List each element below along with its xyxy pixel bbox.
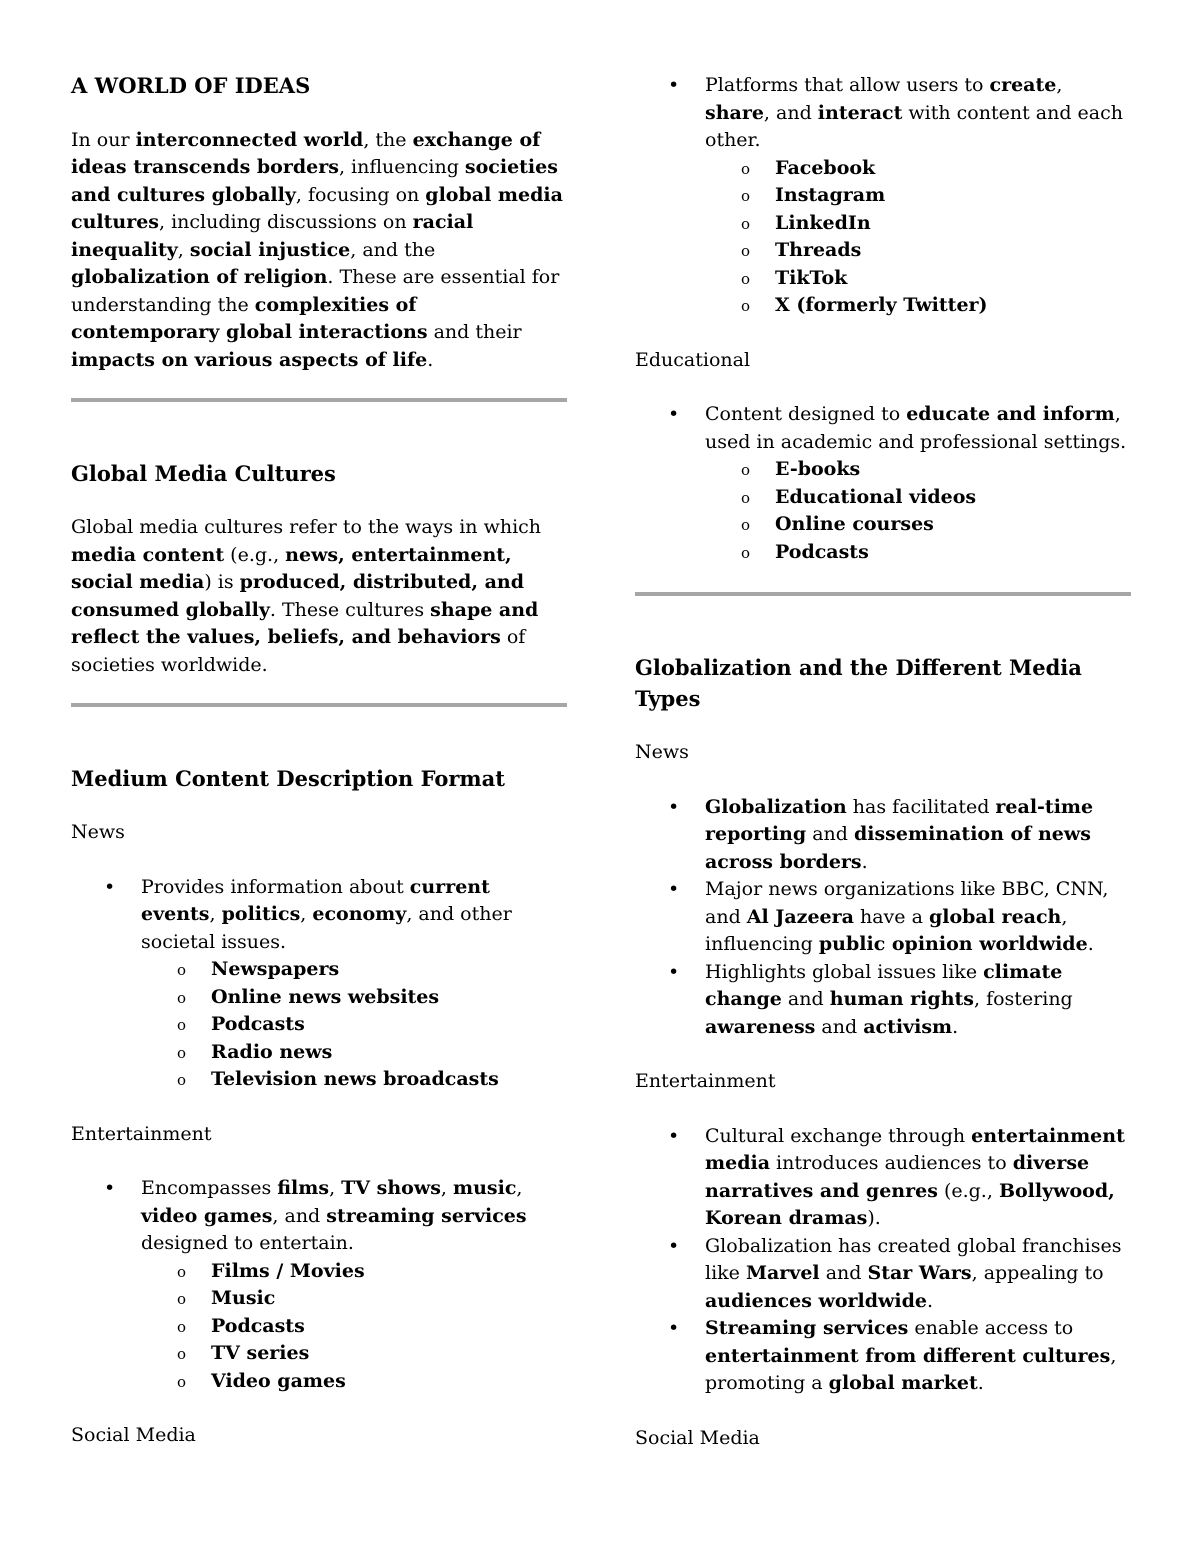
text-run: ,: [1056, 74, 1063, 96]
list-item: o Television news broadcasts: [211, 1066, 567, 1094]
educational-label: Educational: [635, 348, 751, 371]
text-run: , influencing: [338, 156, 465, 178]
right-column: [635, 72, 1131, 1452]
text-run: , used in academic and professional settings.: [705, 403, 1127, 453]
text-run: Provides information about: [141, 875, 410, 898]
bold-text: politics: [221, 903, 301, 925]
globalization-heading: Globalization and the Different Media Types: [635, 655, 1082, 711]
text-run: enable access to: [908, 1317, 1074, 1339]
list-item: [705, 959, 1131, 1042]
bold-text: public opinion worldwide: [818, 933, 1088, 955]
text-run: .: [952, 1015, 959, 1038]
list-item: [705, 794, 1131, 877]
bold-text: awareness: [705, 1015, 816, 1038]
text-run: with content and each other.: [705, 101, 1123, 151]
globalization-news-list: [635, 794, 1131, 1042]
bullet-text: [141, 1177, 527, 1254]
bold-text: share: [705, 101, 764, 124]
text-run: .: [977, 1372, 984, 1394]
bold-text: Star Wars: [867, 1262, 972, 1284]
list-item: [705, 1123, 1131, 1233]
text-run: Content designed to: [705, 403, 907, 425]
bullet-text: [705, 403, 1126, 453]
list-item: o X (formerly Twitter): [775, 292, 1131, 320]
section-divider: [635, 592, 1131, 596]
bold-text: video games: [141, 1204, 273, 1227]
bold-text: Globalization: [705, 795, 847, 818]
bold-text: news, entertainment, social media: [71, 543, 512, 593]
list-item: o Podcasts: [211, 1011, 567, 1039]
bold-text: entertainment from different cultures: [705, 1344, 1111, 1367]
list-item: [705, 72, 1131, 320]
text-run: ,: [300, 903, 313, 925]
list-item: o Music: [211, 1285, 567, 1313]
list-item: [141, 1175, 567, 1395]
bold-text: exchange of ideas transcends borders: [71, 128, 541, 178]
text-run: and: [815, 1015, 864, 1038]
text-run: Platforms that allow users to: [705, 74, 990, 96]
text-run: , and the: [350, 238, 436, 261]
bold-text: interact: [817, 101, 903, 124]
text-run: .: [427, 348, 434, 371]
educational-bullet-list: [635, 401, 1131, 566]
text-run: .: [927, 1289, 934, 1312]
list-item: o Online courses: [775, 511, 1131, 539]
bold-text: economy: [312, 903, 407, 925]
text-run: Global media cultures refer to the ways in which: [71, 516, 542, 538]
bold-text: music: [453, 1177, 517, 1199]
entertainment-format-list: [141, 1258, 567, 1396]
list-item: o Podcasts: [775, 539, 1131, 567]
bold-text: Marvel: [745, 1262, 820, 1284]
text-run: .: [861, 850, 868, 873]
global-media-cultures-paragraph: [71, 514, 567, 679]
text-run: and: [806, 823, 854, 845]
text-run: . These cultures: [269, 598, 431, 621]
bold-text: human rights: [829, 988, 974, 1010]
text-run: Globalization has created global franchises like: [705, 1234, 1122, 1284]
text-run: has facilitated: [846, 795, 996, 818]
text-run: Encompasses: [141, 1177, 278, 1199]
social-media-label: Social Media: [635, 1426, 760, 1449]
social-media-format-list: [705, 155, 1131, 320]
left-column: [71, 72, 567, 1450]
list-item: [705, 401, 1131, 566]
text-run: , appealing to: [971, 1262, 1104, 1284]
globalization-entertainment-list: [635, 1123, 1131, 1398]
bold-text: activism: [863, 1015, 953, 1038]
text-run: have a: [853, 905, 929, 928]
text-run: , and other societal issues.: [141, 903, 512, 953]
text-run: , fostering: [973, 988, 1073, 1010]
text-run: .: [1087, 933, 1094, 955]
medium-content-heading: Medium Content Description Format: [71, 766, 505, 791]
news-bullet-list: [71, 874, 567, 1094]
bold-text: impacts on various aspects of life: [71, 348, 428, 371]
social-media-label: Social Media: [71, 1424, 196, 1446]
bold-text: global reach: [928, 905, 1062, 928]
text-run: , focusing on: [295, 183, 426, 206]
bold-text: global media cultures: [71, 183, 563, 233]
text-run: , the: [363, 128, 413, 151]
text-run: In our: [71, 128, 136, 151]
bold-text: audiences worldwide: [705, 1289, 927, 1312]
bold-text: social injustice: [189, 238, 351, 261]
bold-text: Streaming services: [705, 1317, 909, 1339]
list-item: [705, 876, 1131, 959]
text-run: and: [781, 988, 830, 1010]
section-divider: [71, 703, 567, 707]
section-divider: [71, 398, 567, 402]
intro-paragraph: [71, 127, 567, 375]
text-run: ,: [516, 1177, 523, 1199]
bold-text: real-time reporting: [705, 795, 1094, 845]
list-item: [705, 1233, 1131, 1316]
text-run: , and: [272, 1204, 327, 1227]
text-run: ,: [329, 1177, 342, 1199]
list-item: o Radio news: [211, 1039, 567, 1067]
bold-text: globalization of religion: [71, 266, 328, 288]
text-run: Major news organizations like BBC, CNN, and: [705, 878, 1109, 928]
bold-text: shape and reflect the values, beliefs, and behaviors: [71, 598, 539, 648]
list-item: o Threads: [775, 237, 1131, 265]
bold-text: complexities of contemporary global interactions: [71, 293, 428, 343]
bold-text: current events: [141, 875, 490, 925]
list-item: o Films / Movies: [211, 1258, 567, 1286]
bold-text: streaming services: [326, 1204, 527, 1227]
list-item: o E-books: [775, 456, 1131, 484]
bold-text: TV shows: [341, 1177, 441, 1199]
bold-text: global market: [828, 1372, 978, 1394]
list-item: o Educational videos: [775, 484, 1131, 512]
text-run: ).: [867, 1207, 881, 1229]
news-format-list: [141, 956, 567, 1094]
list-item: o TV series: [211, 1340, 567, 1368]
text-run: of societies worldwide.: [71, 626, 526, 676]
bold-text: produced, distributed, and consumed globally: [71, 571, 524, 621]
text-run: ,: [177, 238, 190, 261]
bold-text: media content: [71, 543, 225, 566]
list-item: o Online news websites: [211, 984, 567, 1012]
text-run: ,: [440, 1177, 453, 1199]
bold-text: diverse narratives and genres: [705, 1152, 1090, 1202]
entertainment-label: Entertainment: [71, 1122, 212, 1145]
global-media-cultures-heading: Global Media Cultures: [71, 461, 336, 486]
bold-text: create: [989, 74, 1057, 96]
text-run: , influencing: [705, 905, 1068, 955]
text-run: . These are essential for understanding the: [71, 266, 560, 316]
bold-text: Al Jazeera: [746, 905, 854, 928]
entertainment-label: Entertainment: [635, 1070, 776, 1092]
bold-text: interconnected world: [135, 128, 364, 151]
text-run: introduces audiences to: [770, 1152, 1013, 1174]
text-run: ,: [209, 903, 222, 925]
bold-text: climate change: [705, 960, 1063, 1010]
text-run: Highlights global issues like: [705, 960, 984, 983]
bold-text: Bollywood, Korean dramas: [705, 1179, 1115, 1229]
list-item: o Newspapers: [211, 956, 567, 984]
text-run: ) is: [204, 571, 240, 593]
bullet-text: [705, 74, 1123, 151]
text-run: Cultural exchange through: [705, 1124, 972, 1147]
bold-text: entertainment media: [705, 1124, 1125, 1174]
text-run: designed to entertain.: [141, 1232, 354, 1254]
list-item: o Instagram: [775, 182, 1131, 210]
text-run: (e.g.,: [937, 1179, 999, 1202]
text-run: and: [819, 1262, 868, 1284]
bold-text: educate and inform: [906, 403, 1115, 425]
text-run: , and: [763, 101, 818, 124]
list-item: [705, 1315, 1131, 1398]
text-run: , promoting a: [705, 1344, 1117, 1394]
list-item: o LinkedIn: [775, 210, 1131, 238]
bold-text: societies and cultures globally: [71, 156, 558, 206]
entertainment-bullet-list: [71, 1175, 567, 1395]
text-run: and their: [427, 321, 522, 343]
list-item: [141, 874, 567, 1094]
list-item: o Video games: [211, 1368, 567, 1396]
list-item: o Facebook: [775, 155, 1131, 183]
list-item: o Podcasts: [211, 1313, 567, 1341]
bullet-text: [141, 876, 512, 953]
bold-text: films: [277, 1177, 330, 1199]
bold-text: dissemination of news across borders: [705, 823, 1091, 873]
list-item: o TikTok: [775, 265, 1131, 293]
news-label: News: [71, 821, 125, 843]
social-media-bullet-list: [635, 72, 1131, 320]
bold-text: racial inequality: [71, 211, 474, 261]
news-label: News: [635, 741, 689, 763]
page-title: A WORLD OF IDEAS: [71, 73, 311, 98]
text-run: (e.g.,: [224, 543, 286, 566]
educational-format-list: [705, 456, 1131, 566]
text-run: , including discussions on: [159, 211, 413, 233]
